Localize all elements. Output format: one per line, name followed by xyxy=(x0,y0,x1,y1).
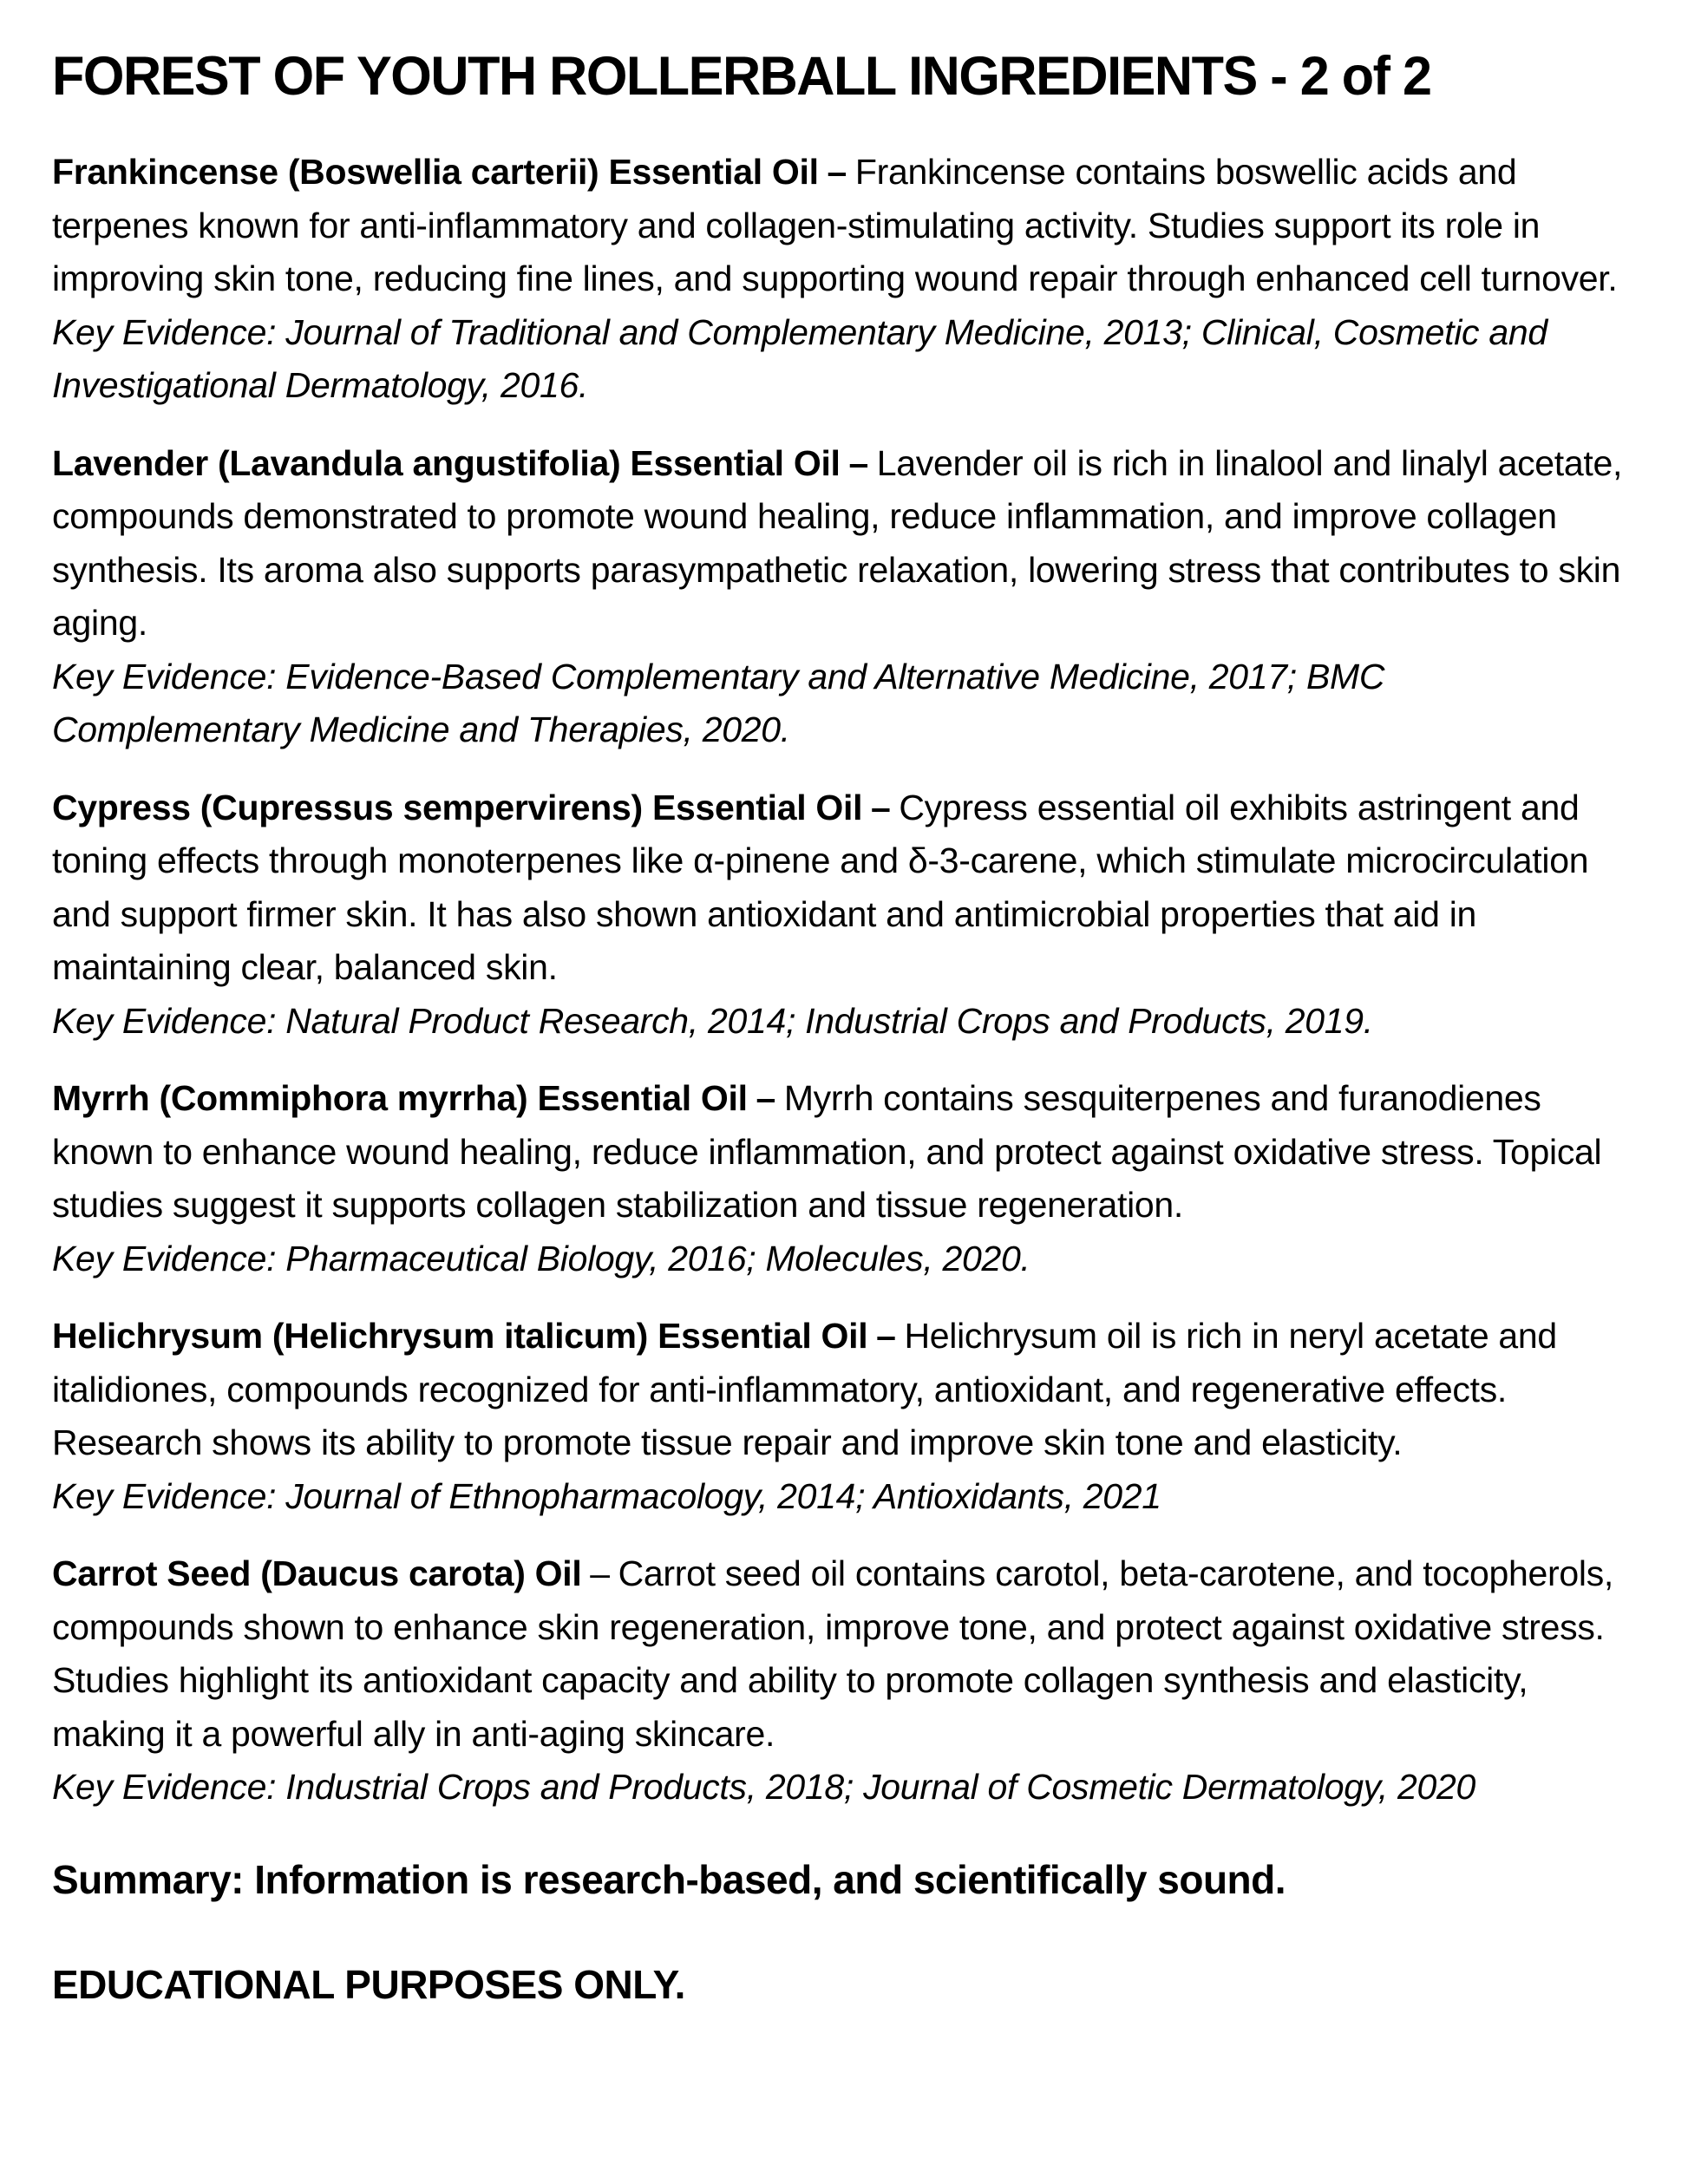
dash-separator: – xyxy=(756,1078,775,1118)
ingredient-name: Lavender (Lavandula angustifolia) Essential Oil xyxy=(52,442,841,483)
key-evidence-line: Key Evidence: Journal of Ethnopharmacology, 2014; Antioxidants, 2021 xyxy=(52,1475,1161,1516)
key-evidence-line: Key Evidence: Pharmaceutical Biology, 2016; Molecules, 2020. xyxy=(52,1238,1030,1278)
page-title: FOREST OF YOUTH ROLLERBALL INGREDIENTS - 2 of 2 xyxy=(52,46,1431,107)
dash-separator: – xyxy=(590,1553,610,1593)
ingredient-entry xyxy=(52,1547,1631,1815)
ingredient-entry xyxy=(52,1310,1631,1523)
ingredient-description: Cypress essential oil exhibits astringent and toning effects through monoterpenes like α-pinene and δ-3-carene, which stimulate microcirculation and support firmer skin. It has also shown antioxidant and antimicrobial properties that aid in maintaining clear, balanced skin. xyxy=(52,787,1589,987)
educational-disclaimer: EDUCATIONAL PURPOSES ONLY. xyxy=(52,1962,685,2008)
key-evidence-line: Key Evidence: Industrial Crops and Products, 2018; Journal of Cosmetic Dermatology, 2020 xyxy=(52,1767,1476,1807)
dash-separator: – xyxy=(871,787,891,827)
key-evidence-line: Key Evidence: Journal of Traditional and Complementary Medicine, 2013; Clinical, Cosmetic and Investigational Dermatology, 2016. xyxy=(52,311,1547,405)
dash-separator: – xyxy=(876,1316,896,1356)
ingredient-description: Frankincense contains boswellic acids and terpenes known for anti-inflammatory and collagen-stimulating activity. Studies support its role in improving skin tone, reducing fine lines, and supporting wound repair through enhanced cell turnover. xyxy=(52,152,1618,298)
ingredient-name: Frankincense (Boswellia carterii) Essential Oil xyxy=(52,152,819,192)
key-evidence-line: Key Evidence: Evidence-Based Complementary and Alternative Medicine, 2017; BMC Complementary Medicine and Therapies, 2020. xyxy=(52,656,1385,749)
ingredient-name: Carrot Seed (Daucus carota) Oil xyxy=(52,1553,582,1593)
ingredient-entry xyxy=(52,437,1631,757)
ingredient-description: Helichrysum oil is rich in neryl acetate and italidiones, compounds recognized for anti-inflammatory, antioxidant, and regenerative effects. Research shows its ability to promote tissue repair and improve skin tone and elasticity. xyxy=(52,1316,1557,1462)
ingredient-description: Carrot seed oil contains carotol, beta-carotene, and tocopherols, compounds shown to enhance skin regeneration, improve tone, and protect against oxidative stress. Studies highlight its antioxidant capacity and ability to promote collagen synthesis and elasticity, making it a powerful ally in anti-aging skincare. xyxy=(52,1553,1614,1754)
ingredient-name: Helichrysum (Helichrysum italicum) Essential Oil xyxy=(52,1316,868,1356)
ingredient-description: Lavender oil is rich in linalool and linalyl acetate, compounds demonstrated to promote wound healing, reduce inflammation, and improve collagen synthesis. Its aroma also supports parasympathetic relaxation, lowering stress that contributes to skin aging. xyxy=(52,442,1623,643)
key-evidence-line: Key Evidence: Natural Product Research, 2014; Industrial Crops and Products, 2019. xyxy=(52,1000,1373,1041)
summary-statement: Summary: Information is research-based, and scientifically sound. xyxy=(52,1856,1286,1902)
dash-separator: – xyxy=(848,442,868,483)
ingredient-entry xyxy=(52,781,1631,1049)
ingredient-name: Cypress (Cupressus sempervirens) Essential Oil xyxy=(52,787,863,827)
ingredient-entry xyxy=(52,1072,1631,1285)
ingredient-name: Myrrh (Commiphora myrrha) Essential Oil xyxy=(52,1078,748,1118)
ingredient-entry xyxy=(52,146,1631,413)
dash-separator: – xyxy=(827,152,847,192)
ingredient-description: Myrrh contains sesquiterpenes and furanodienes known to enhance wound healing, reduce inflammation, and protect against oxidative stress. Topical studies suggest it supports collagen stabilization and tissue regeneration. xyxy=(52,1078,1602,1225)
